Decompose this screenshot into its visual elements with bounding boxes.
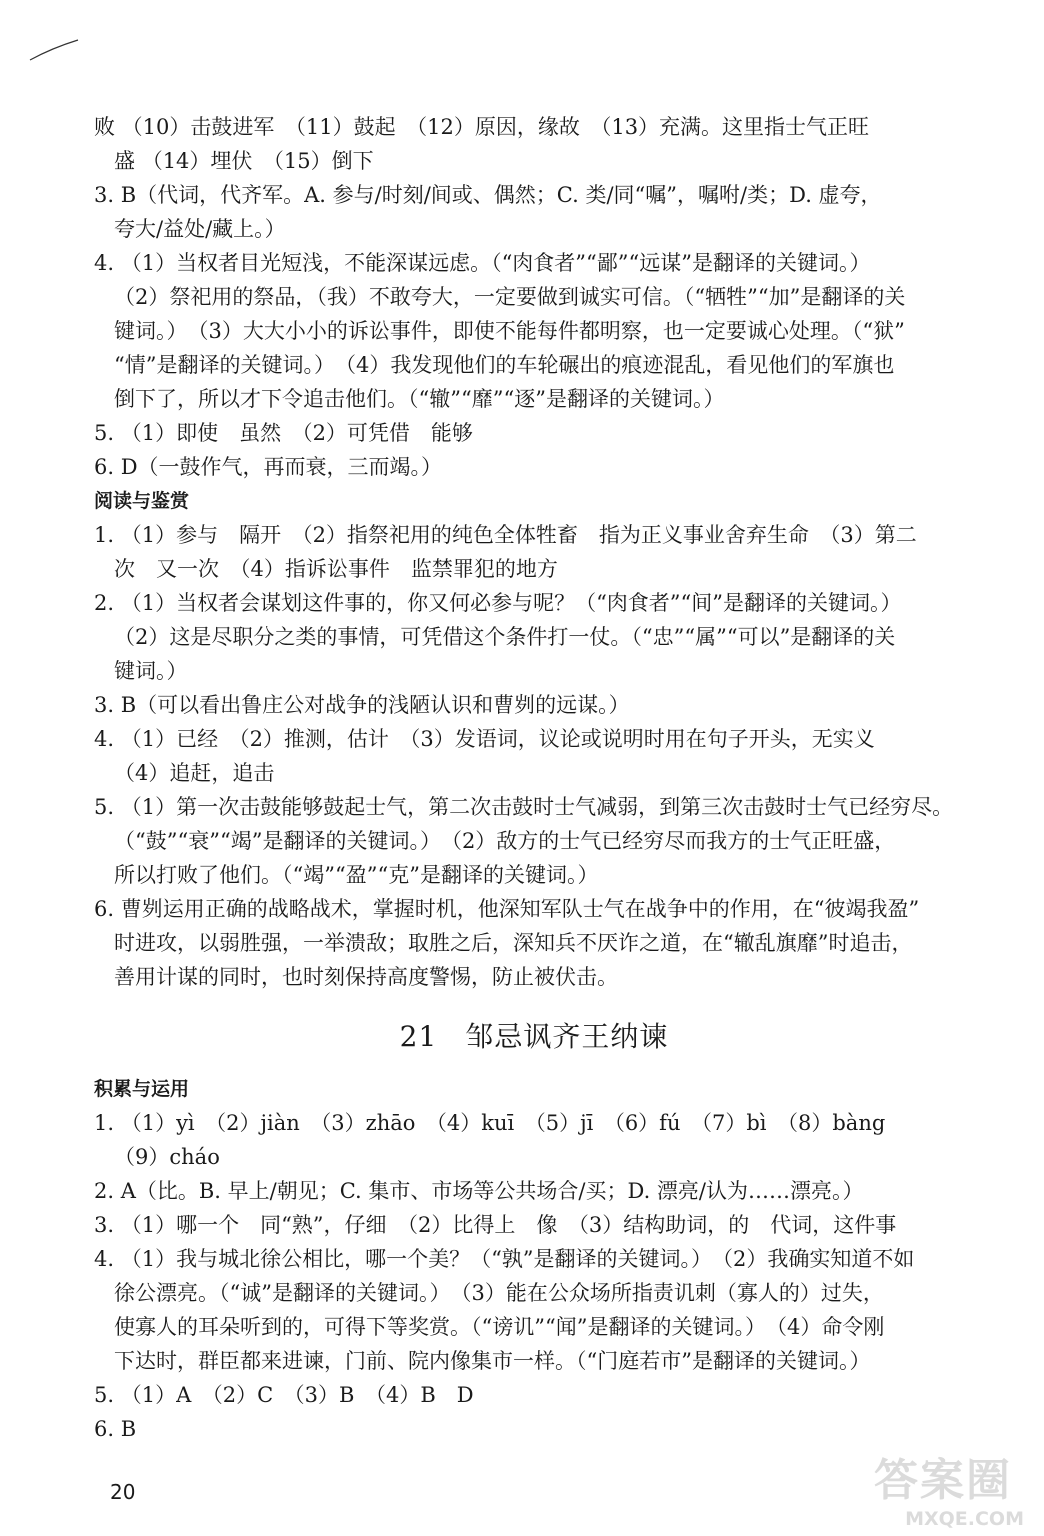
text-line: （4）追赶，追击 xyxy=(94,761,275,785)
pen-stroke-mark xyxy=(28,38,80,64)
text-line: 3. B（可以看出鲁庄公对战争的浅陋认识和曹刿的远谋。） xyxy=(94,693,630,717)
text-line: 败 （10）击鼓进军 （11）鼓起 （12）原因，缘故 （13）充满。这里指士气正旺 xyxy=(94,115,870,139)
text-line: 倒下了，所以才下令追击他们。（“辙”“靡”“逐”是翻译的关键词。） xyxy=(94,387,725,411)
text-line: 所以打败了他们。（“竭”“盈”“克”是翻译的关键词。） xyxy=(94,863,599,887)
text-line: 2. （1）当权者会谋划这件事的，你又何必参与呢？（“肉食者”“间”是翻译的关键词。） xyxy=(94,591,902,615)
text-line: 3. （1）哪一个 同“熟”，仔细 （2）比得上 像 （3）结构助词，的 代词，这件事 xyxy=(94,1213,897,1237)
watermark-logo xyxy=(868,1444,1028,1532)
text-line: 5. （1）第一次击鼓能够鼓起士气，第二次击鼓时士气减弱，到第三次击鼓时士气已经穷尽。 xyxy=(94,795,954,819)
text-line: 1. （1）参与 隔开 （2）指祭祀用的纯色全体牲畜 指为正义事业舍弃生命 （3）第二 xyxy=(94,523,917,547)
section-heading-reading: 阅读与鉴赏 xyxy=(94,490,190,512)
text-line: 键词。） （3）大大小小的诉讼事件，即使不能每件都明察，也一定要诚心处理。（“狱” xyxy=(94,319,905,343)
text-line: 下达时，群臣都来进谏，门前、院内像集市一样。（“门庭若市”是翻译的关键词。） xyxy=(94,1349,871,1373)
watermark-text: 答案圈 xyxy=(874,1455,1012,1506)
text-line: （2）这是尽职分之类的事情，可凭借这个条件打一仗。（“忠”“属”“可以”是翻译的关 xyxy=(94,625,896,649)
text-line: 次 又一次 （4）指诉讼事件 监禁罪犯的地方 xyxy=(94,557,558,581)
chapter-title xyxy=(94,1002,974,1072)
text-line: 善用计谋的同时，也时刻保持高度警惕，防止被伏击。 xyxy=(94,965,619,989)
text-line: （“鼓”“衰”“竭”是翻译的关键词。） （2）敌方的士气已经穷尽而我方的士气正旺盛， xyxy=(94,829,896,853)
text-line: 键词。） xyxy=(94,659,188,683)
text-line: 徐公漂亮。（“诚”是翻译的关键词。） （3）能在公众场所指责讥刺（寡人的）过失， xyxy=(94,1281,884,1305)
answer-content xyxy=(94,110,974,1446)
text-line: 时进攻，以弱胜强，一举溃敌；取胜之后，深知兵不厌诈之道，在“辙乱旗靡”时追击， xyxy=(94,931,913,955)
section-heading-accumulation: 积累与运用 xyxy=(94,1078,190,1100)
text-line: 4. （1）我与城北徐公相比，哪一个美？（“孰”是翻译的关键词。） （2）我确实知道不如 xyxy=(94,1247,915,1271)
watermark-url: MXQE.COM xyxy=(905,1508,1024,1530)
chapter-number: 21 xyxy=(399,1020,438,1053)
text-line: （9）cháo xyxy=(94,1145,220,1169)
text-line: 4. （1）当权者目光短浅，不能深谋远虑。（“肉食者”“鄙”“远谋”是翻译的关键词。） xyxy=(94,251,871,275)
text-line: 盛 （14）埋伏 （15）倒下 xyxy=(94,149,374,173)
text-line: 2. A（比。B. 早上/朝见；C. 集市、市场等公共场合/买；D. 漂亮/认为……漂亮。） xyxy=(94,1179,864,1203)
text-line: 6. B xyxy=(94,1417,137,1441)
text-line: 4. （1）已经 （2）推测，估计 （3）发语词，议论或说明时用在句子开头，无实义 xyxy=(94,727,875,751)
text-line: 夸大/益处/藏上。） xyxy=(94,217,286,241)
text-line: 5. （1）A （2）C （3）B （4）B D xyxy=(94,1383,474,1407)
text-line: 6. 曹刿运用正确的战略战术，掌握时机，他深知军队士气在战争中的作用，在“彼竭我盈” xyxy=(94,897,920,921)
page-number: 20 xyxy=(110,1480,136,1504)
text-line: （2）祭祀用的祭品，（我）不敢夸大，一定要做到诚实可信。（“牺牲”“加”是翻译的关 xyxy=(94,285,906,309)
chapter-name: 邹忌讽齐王纳谏 xyxy=(465,1020,669,1053)
text-line: 3. B（代词，代齐军。A. 参与/时刻/间或、偶然；C. 类/同“嘱”，嘱咐/类；D. 虚夸， xyxy=(94,183,882,207)
text-line: 使寡人的耳朵听到的，可得下等奖赏。（“谤讥”“闻”是翻译的关键词。） （4）命令刚 xyxy=(94,1315,885,1339)
text-line: “情”是翻译的关键词。） （4）我发现他们的车轮碾出的痕迹混乱，看见他们的军旗也 xyxy=(94,353,895,377)
text-line: 5. （1）即使 虽然 （2）可凭借 能够 xyxy=(94,421,473,445)
text-line: 6. D（一鼓作气，再而衰，三而竭。） xyxy=(94,455,443,479)
text-line: 1. （1）yì （2）jiàn （3）zhāo （4）kuī （5）jī （6）fú （7）bì （8）bàng xyxy=(94,1111,886,1135)
